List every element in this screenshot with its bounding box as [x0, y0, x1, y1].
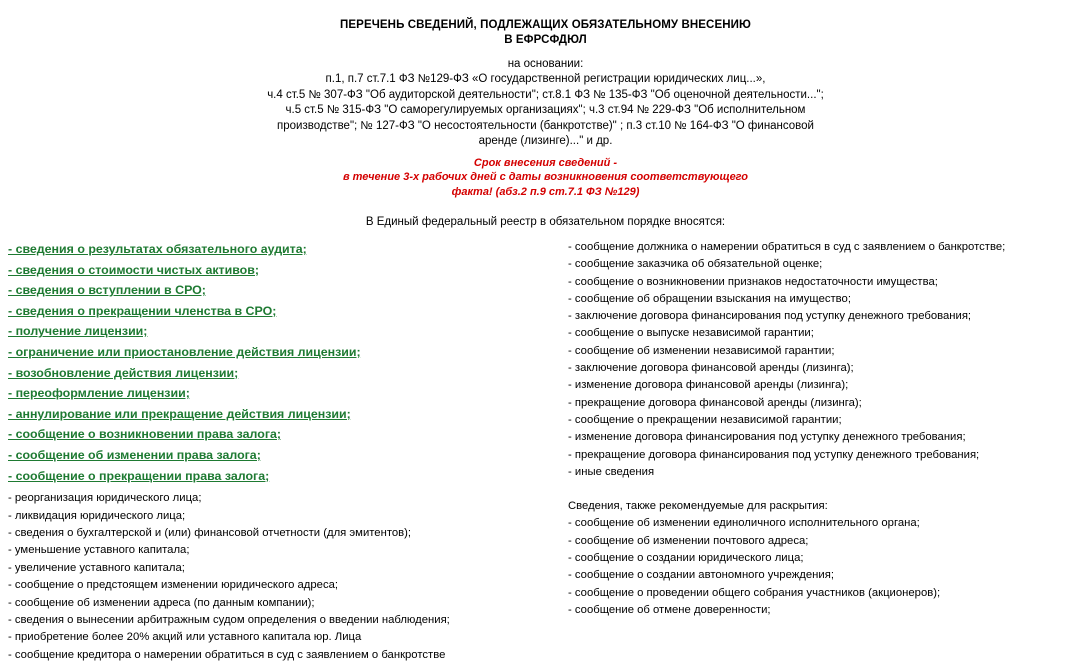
- list-item: - сообщение о прекращении права залога;: [8, 468, 270, 483]
- deadline-line: факта! (абз.2 п.9 ст.7.1 ФЗ №129): [451, 185, 640, 198]
- basis-line: ч.4 ст.5 № 307-ФЗ "Об аудиторской деятельности"; ст.8.1 ФЗ № 135-ФЗ "Об оценочной деятельности...";: [267, 88, 824, 101]
- list-item: - получение лицензии;: [8, 324, 148, 339]
- list-item: - ограничение или приостановление действия лицензии;: [8, 344, 361, 359]
- list-item: - увеличение уставного капитала;: [8, 561, 185, 574]
- basis-line: производстве"; № 127-ФЗ "О несостоятельности (банкротстве)" ; п.3 ст.10 № 164-ФЗ "О финансовой: [277, 119, 814, 132]
- list-item: - сообщение об изменении независимой гарантии;: [568, 344, 835, 357]
- list-item: - сообщение об изменении права залога;: [8, 447, 261, 462]
- content-columns: [0, 239, 1091, 664]
- list-item: - сообщение о возникновении признаков недостаточности имущества;: [568, 275, 938, 288]
- page-title-line-2: В ЕФРСФДЮЛ: [504, 34, 587, 46]
- list-item: - сообщение о создании юридического лица;: [568, 552, 804, 565]
- list-item: - сообщение об обращении взыскания на имущество;: [568, 292, 851, 305]
- list-item: - сообщение о выпуске независимой гарантии;: [568, 327, 814, 340]
- list-item: - сообщение о возникновении права залога;: [8, 427, 281, 442]
- deadline-line: Срок внесения сведений -: [473, 156, 618, 169]
- list-item: - сообщение об изменении адреса (по данным компании);: [8, 596, 315, 609]
- list-item: - прекращение договора финансовой аренды (лизинга);: [568, 396, 862, 409]
- list-item: - сообщение об изменении единоличного исполнительного органа;: [568, 517, 920, 530]
- list-item: - изменение договора финансовой аренды (лизинга);: [568, 379, 849, 392]
- document-header: [0, 0, 1091, 199]
- list-item: - сообщение кредитора о намерении обратиться в суд с заявлением о банкротстве: [8, 648, 446, 661]
- list-item: - прекращение договора финансирования под уступку денежного требования;: [568, 448, 980, 461]
- list-item: - сообщение заказчика об обязательной оценке;: [568, 258, 823, 271]
- list-item: - заключение договора финансирования под уступку денежного требования;: [568, 310, 972, 323]
- deadline-notice: [0, 156, 1091, 200]
- right-column: [564, 239, 1081, 664]
- list-item: - сведения о результатах обязательного аудита;: [8, 242, 307, 256]
- list-item: - сообщение должника о намерении обратиться в суд с заявлением о банкротстве;: [568, 241, 1006, 253]
- list-item: - сведения о стоимости чистых активов;: [8, 262, 259, 277]
- basis-label: на основании:: [507, 58, 584, 70]
- list-item: - сообщение об изменении почтового адреса;: [568, 534, 809, 547]
- deadline-line: в течение 3-х рабочих дней с даты возникновения соответствующего: [342, 171, 749, 183]
- list-item: - сведения о вступлении в СРО;: [8, 283, 206, 298]
- list-item: - уменьшение уставного капитала;: [8, 544, 190, 557]
- basis-line: аренде (лизинге)..." и др.: [478, 135, 613, 147]
- page-title-line-1: ПЕРЕЧЕНЬ СВЕДЕНИЙ, ПОДЛЕЖАЩИХ ОБЯЗАТЕЛЬНОМУ ВНЕСЕНИЮ: [340, 19, 751, 31]
- list-item: - заключение договора финансовой аренды (лизинга);: [568, 362, 854, 375]
- list-item: - сообщение о предстоящем изменении юридического адреса;: [8, 579, 339, 592]
- list-item: - изменение договора финансирования под уступку денежного требования;: [568, 431, 966, 444]
- list-item: - приобретение более 20% акций или уставного капитала юр. Лица: [8, 631, 362, 644]
- list-item: - сообщение об отмене доверенности;: [568, 603, 771, 616]
- list-item: - возобновление действия лицензии;: [8, 365, 239, 380]
- left-column: [8, 239, 564, 664]
- list-item: - сведения о вынесении арбитражным судом определения о введении наблюдения;: [8, 613, 450, 626]
- list-item: - иные сведения: [568, 465, 655, 478]
- intro-text: В Единый федеральный реестр в обязательном порядке вносятся:: [365, 216, 726, 228]
- basis-line: ч.5 ст.5 № 315-ФЗ "О саморегулируемых организациях"; ч.3 ст.94 № 229-ФЗ "Об исполнительном: [285, 104, 806, 116]
- list-item: - сообщение о создании автономного учреждения;: [568, 569, 834, 582]
- recommended-heading: Сведения, также рекомендуемые для раскрытия:: [568, 500, 828, 513]
- list-item: - сообщение о проведении общего собрания участников (акционеров);: [568, 586, 941, 599]
- basis-line: п.1, п.7 ст.7.1 ФЗ №129-ФЗ «О государственной регистрации юридических лиц...»,: [325, 73, 766, 85]
- list-item: - аннулирование или прекращение действия лицензии;: [8, 406, 351, 421]
- list-item: - сведения о прекращении членства в СРО;: [8, 303, 277, 318]
- list-item: - сообщение о прекращении независимой гарантии;: [568, 413, 842, 426]
- list-item: - реорганизация юридического лица;: [8, 492, 202, 505]
- list-item: - переоформление лицензии;: [8, 386, 190, 401]
- list-item: - сведения о бухгалтерской и (или) финансовой отчетности (для эмитентов);: [8, 526, 412, 539]
- list-item: - ликвидация юридического лица;: [8, 509, 186, 522]
